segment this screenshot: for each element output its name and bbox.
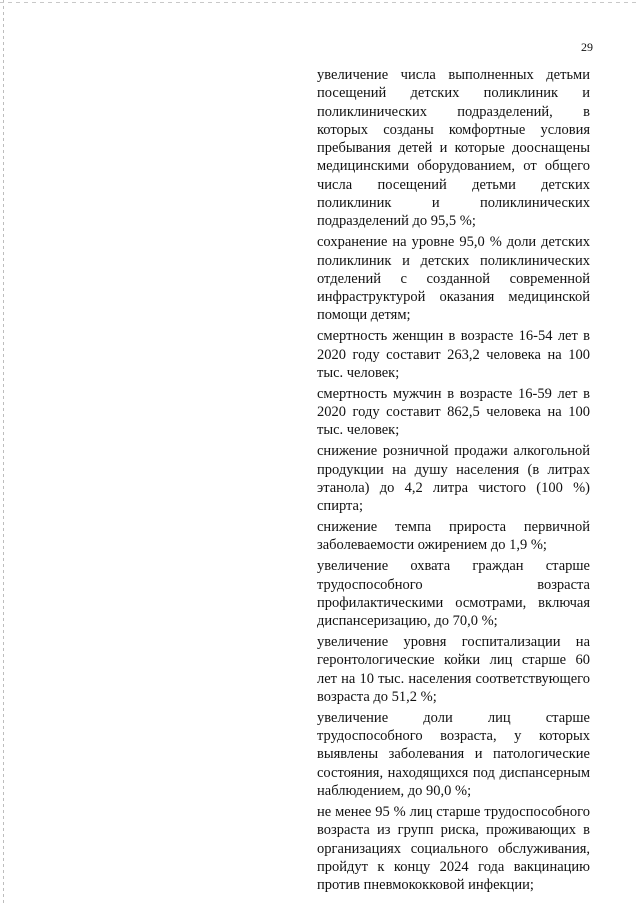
list-item: сохранение на уровне 95,0 % доли детских поликлиник и детских поликлинических отделений с созданной современной инфраструктурой оказания медицинской помощи детям; bbox=[317, 234, 590, 324]
page-number: 29 bbox=[581, 40, 593, 54]
list-item: не менее 95 % лиц старше трудоспособного возраста из групп риска, проживающих в организациях социального обслуживания, пройдут к концу 2024 года вакцинацию против пневмококковой инфекции; bbox=[317, 803, 590, 894]
list-item: увеличение числа выполненных детьми посещений детских поликлиник и поликлинических подразделений, в которых созданы комфортные условия пребывания детей и которые дооснащены медицинскими оборудованием, от общего числа посещений детьми детских поликлиник и поликлинических подразделений до 95,5 %; bbox=[317, 67, 590, 230]
scan-edge-left bbox=[3, 0, 4, 905]
list-item: снижение розничной продажи алкогольной продукции на душу населения (в литрах этанола) до 4,2 литра чистого (100 %) спирта; bbox=[317, 443, 590, 515]
list-item: увеличение охвата граждан старше трудоспособного возраста профилактическими осмотрами, включая диспансеризацию, до 70,0 %; bbox=[317, 558, 590, 630]
text-column bbox=[317, 66, 590, 897]
list-item: увеличение доли лиц старше трудоспособного возраста, у которых выявлены заболевания и патологические состояния, находящихся под диспансерным наблюдением, до 90,0 %; bbox=[317, 709, 590, 800]
list-item: смертность мужчин в возрасте 16-59 лет в 2020 году составит 862,5 человека на 100 тыс. человек; bbox=[317, 385, 590, 439]
scan-edge-top bbox=[0, 2, 639, 3]
list-item: снижение темпа прироста первичной заболеваемости ожирением до 1,9 %; bbox=[317, 519, 590, 554]
list-item: смертность женщин в возрасте 16-54 лет в 2020 году составит 263,2 человека на 100 тыс. человек; bbox=[317, 328, 590, 381]
list-item: увеличение уровня госпитализации на геронтологические койки лиц старше 60 лет на 10 тыс. населения соответствующего возраста до 51,2 %; bbox=[317, 634, 590, 705]
